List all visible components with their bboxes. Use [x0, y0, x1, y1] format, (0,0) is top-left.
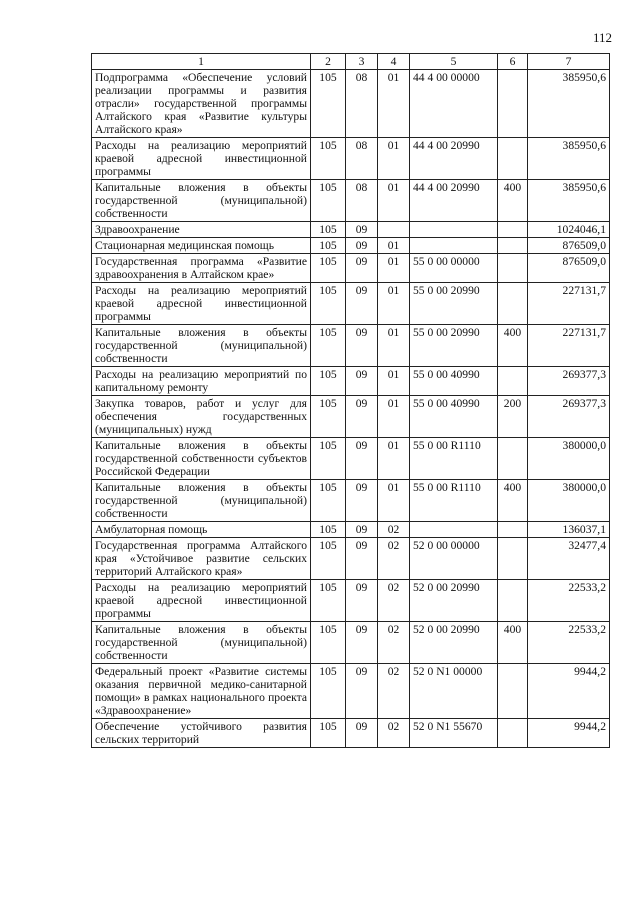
cell-ministry: 105: [311, 396, 346, 438]
cell-expense-type: [498, 522, 528, 538]
table-row: [92, 283, 610, 325]
cell-section: 09: [346, 522, 378, 538]
cell-expense-type: [498, 438, 528, 480]
cell-amount: 22533,2: [528, 622, 610, 664]
table-header-row: [92, 54, 610, 70]
cell-ministry: 105: [311, 138, 346, 180]
cell-section: 09: [346, 580, 378, 622]
cell-name: Подпрограмма «Обеспечение условий реализации программы и развития отрасли» государственной программы Алтайского края «Развитие культуры Алтайского края»: [92, 70, 311, 138]
table-row: [92, 180, 610, 222]
cell-target: 52 0 N1 55670: [410, 719, 498, 748]
cell-name: Государственная программа «Развитие здравоохранения в Алтайском крае»: [92, 254, 311, 283]
cell-expense-type: [498, 580, 528, 622]
cell-amount: 385950,6: [528, 180, 610, 222]
cell-name: Стационарная медицинская помощь: [92, 238, 311, 254]
cell-target: 44 4 00 20990: [410, 180, 498, 222]
cell-subsection: 01: [378, 438, 410, 480]
cell-subsection: 01: [378, 480, 410, 522]
cell-name: Расходы на реализацию мероприятий по капитальному ремонту: [92, 367, 311, 396]
cell-section: 09: [346, 538, 378, 580]
cell-subsection: 01: [378, 238, 410, 254]
cell-target: 55 0 00 00000: [410, 254, 498, 283]
cell-name: Расходы на реализацию мероприятий краевой адресной инвестиционной программы: [92, 138, 311, 180]
cell-ministry: 105: [311, 580, 346, 622]
header-col-3: 3: [346, 54, 378, 70]
cell-section: 09: [346, 367, 378, 396]
cell-ministry: 105: [311, 664, 346, 719]
table-row: [92, 719, 610, 748]
cell-amount: 269377,3: [528, 396, 610, 438]
table-row: [92, 325, 610, 367]
cell-target: 52 0 00 20990: [410, 622, 498, 664]
cell-target: 55 0 00 40990: [410, 396, 498, 438]
cell-target: 55 0 00 40990: [410, 367, 498, 396]
cell-name: Капитальные вложения в объекты государственной (муниципальной) собственности: [92, 180, 311, 222]
cell-subsection: 02: [378, 622, 410, 664]
cell-expense-type: [498, 254, 528, 283]
table-row: [92, 664, 610, 719]
cell-subsection: [378, 222, 410, 238]
cell-expense-type: [498, 138, 528, 180]
cell-target: 55 0 00 20990: [410, 283, 498, 325]
cell-amount: 9944,2: [528, 664, 610, 719]
cell-name: Капитальные вложения в объекты государственной (муниципальной) собственности: [92, 480, 311, 522]
cell-subsection: 02: [378, 538, 410, 580]
cell-subsection: 01: [378, 367, 410, 396]
cell-subsection: 02: [378, 580, 410, 622]
cell-section: 08: [346, 138, 378, 180]
table-row: [92, 222, 610, 238]
page-number: 112: [592, 30, 612, 45]
cell-name: Закупка товаров, работ и услуг для обеспечения государственных (муниципальных) нужд: [92, 396, 311, 438]
header-col-6: 6: [498, 54, 528, 70]
header-col-7: 7: [528, 54, 610, 70]
cell-ministry: 105: [311, 367, 346, 396]
cell-subsection: 01: [378, 325, 410, 367]
cell-expense-type: [498, 70, 528, 138]
cell-section: 09: [346, 396, 378, 438]
cell-expense-type: 200: [498, 396, 528, 438]
cell-section: 09: [346, 438, 378, 480]
cell-subsection: 01: [378, 180, 410, 222]
header-col-1: 1: [92, 54, 311, 70]
table-row: [92, 254, 610, 283]
cell-ministry: 105: [311, 180, 346, 222]
cell-expense-type: [498, 664, 528, 719]
cell-expense-type: [498, 238, 528, 254]
cell-section: 09: [346, 238, 378, 254]
cell-amount: 9944,2: [528, 719, 610, 748]
cell-subsection: 01: [378, 283, 410, 325]
cell-ministry: 105: [311, 222, 346, 238]
table-row: [92, 70, 610, 138]
cell-name: Государственная программа Алтайского края «Устойчивое развитие сельских территорий Алтайского края»: [92, 538, 311, 580]
header-col-2: 2: [311, 54, 346, 70]
table-row: [92, 396, 610, 438]
table-row: [92, 538, 610, 580]
cell-ministry: 105: [311, 70, 346, 138]
cell-section: 09: [346, 254, 378, 283]
cell-subsection: 01: [378, 138, 410, 180]
table-row: [92, 438, 610, 480]
cell-section: 09: [346, 325, 378, 367]
cell-amount: 876509,0: [528, 238, 610, 254]
cell-amount: 136037,1: [528, 522, 610, 538]
cell-ministry: 105: [311, 325, 346, 367]
cell-ministry: 105: [311, 538, 346, 580]
cell-section: 09: [346, 664, 378, 719]
cell-section: 08: [346, 180, 378, 222]
cell-amount: 876509,0: [528, 254, 610, 283]
cell-name: Капитальные вложения в объекты государственной собственности субъектов Российской Федерации: [92, 438, 311, 480]
cell-expense-type: [498, 719, 528, 748]
cell-target: 44 4 00 00000: [410, 70, 498, 138]
cell-expense-type: [498, 222, 528, 238]
cell-amount: 385950,6: [528, 70, 610, 138]
cell-amount: 269377,3: [528, 367, 610, 396]
cell-target: 52 0 00 20990: [410, 580, 498, 622]
cell-section: 09: [346, 480, 378, 522]
cell-amount: 385950,6: [528, 138, 610, 180]
cell-amount: 1024046,1: [528, 222, 610, 238]
cell-expense-type: 400: [498, 622, 528, 664]
cell-section: 09: [346, 622, 378, 664]
cell-name: Здравоохранение: [92, 222, 311, 238]
cell-ministry: 105: [311, 254, 346, 283]
cell-ministry: 105: [311, 438, 346, 480]
cell-subsection: 02: [378, 719, 410, 748]
table-row: [92, 138, 610, 180]
cell-expense-type: [498, 367, 528, 396]
cell-amount: 380000,0: [528, 438, 610, 480]
cell-name: Федеральный проект «Развитие системы оказания первичной медико-санитарной помощи» в рамках национального проекта «Здравоохранение»: [92, 664, 311, 719]
cell-subsection: 02: [378, 664, 410, 719]
cell-ministry: 105: [311, 622, 346, 664]
cell-section: 09: [346, 719, 378, 748]
header-col-5: 5: [410, 54, 498, 70]
cell-expense-type: 400: [498, 180, 528, 222]
cell-subsection: 01: [378, 396, 410, 438]
cell-target: 55 0 00 R1110: [410, 480, 498, 522]
table-row: [92, 522, 610, 538]
cell-name: Капитальные вложения в объекты государственной (муниципальной) собственности: [92, 622, 311, 664]
cell-name: Расходы на реализацию мероприятий краевой адресной инвестиционной программы: [92, 580, 311, 622]
cell-section: 08: [346, 70, 378, 138]
cell-subsection: 02: [378, 522, 410, 538]
cell-ministry: 105: [311, 238, 346, 254]
header-col-4: 4: [378, 54, 410, 70]
cell-amount: 227131,7: [528, 325, 610, 367]
cell-section: 09: [346, 222, 378, 238]
cell-expense-type: [498, 538, 528, 580]
cell-ministry: 105: [311, 283, 346, 325]
cell-expense-type: 400: [498, 325, 528, 367]
cell-name: Капитальные вложения в объекты государственной (муниципальной) собственности: [92, 325, 311, 367]
cell-target: [410, 238, 498, 254]
table-body: [92, 70, 610, 748]
cell-target: 55 0 00 R1110: [410, 438, 498, 480]
cell-target: 52 0 00 00000: [410, 538, 498, 580]
cell-target: 55 0 00 20990: [410, 325, 498, 367]
cell-name: Обеспечение устойчивого развития сельских территорий: [92, 719, 311, 748]
cell-section: 09: [346, 283, 378, 325]
cell-ministry: 105: [311, 480, 346, 522]
cell-amount: 227131,7: [528, 283, 610, 325]
cell-name: Расходы на реализацию мероприятий краевой адресной инвестиционной программы: [92, 283, 311, 325]
cell-amount: 380000,0: [528, 480, 610, 522]
cell-target: 44 4 00 20990: [410, 138, 498, 180]
cell-target: [410, 522, 498, 538]
budget-table: [91, 53, 610, 748]
cell-expense-type: 400: [498, 480, 528, 522]
cell-ministry: 105: [311, 719, 346, 748]
cell-target: [410, 222, 498, 238]
cell-amount: 32477,4: [528, 538, 610, 580]
cell-expense-type: [498, 283, 528, 325]
table-row: [92, 238, 610, 254]
table-row: [92, 622, 610, 664]
table-row: [92, 480, 610, 522]
cell-ministry: 105: [311, 522, 346, 538]
table-row: [92, 580, 610, 622]
cell-name: Амбулаторная помощь: [92, 522, 311, 538]
cell-subsection: 01: [378, 254, 410, 283]
cell-amount: 22533,2: [528, 580, 610, 622]
cell-target: 52 0 N1 00000: [410, 664, 498, 719]
cell-subsection: 01: [378, 70, 410, 138]
table-row: [92, 367, 610, 396]
